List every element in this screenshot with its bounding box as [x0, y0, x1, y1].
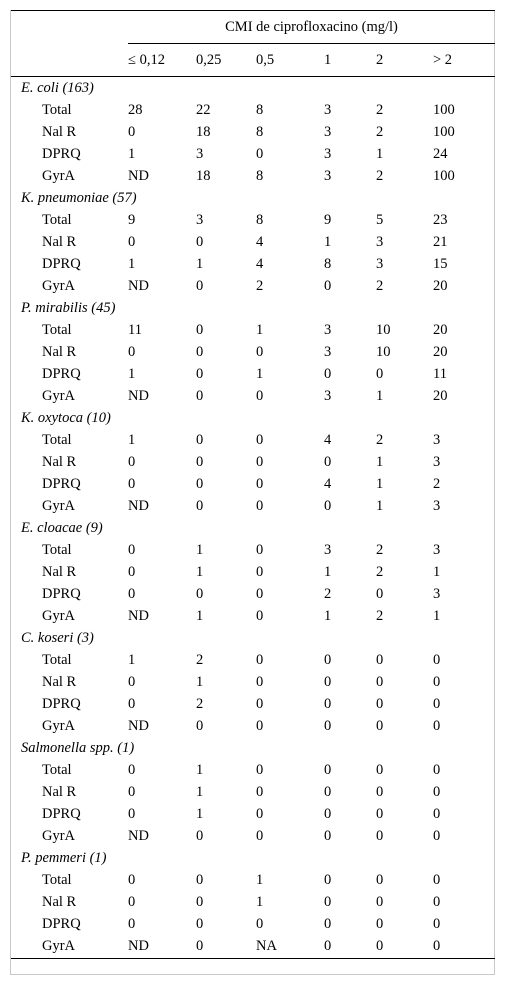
table-cell: 1 [196, 608, 204, 624]
table-cell: 1 [128, 146, 136, 162]
table-cell: 0 [376, 762, 384, 778]
group-label: P. mirabilis (45) [21, 300, 116, 316]
table-cell: 0 [128, 872, 136, 888]
table-cell: 0 [433, 916, 441, 932]
table-cell: 22 [196, 102, 211, 118]
row-label: GyrA [42, 718, 76, 734]
table-cell: 1 [256, 322, 264, 338]
table-cell: 1 [324, 608, 332, 624]
table-cell: ND [128, 168, 149, 184]
table-row [11, 803, 495, 825]
table-header [11, 11, 495, 77]
table-row [11, 363, 495, 385]
table-cell: 0 [376, 674, 384, 690]
table-cell: 0 [128, 674, 136, 690]
table-cell: 2 [196, 696, 204, 712]
table-cell: 20 [433, 388, 448, 404]
table-cell: 4 [324, 476, 332, 492]
table-cell: 0 [256, 784, 264, 800]
table-cell: 0 [376, 916, 384, 932]
table-cell: 0 [324, 806, 332, 822]
table-cell: 0 [324, 872, 332, 888]
table-cell: 0 [256, 586, 264, 602]
row-label: DPRQ [42, 256, 81, 272]
table-row [11, 759, 495, 781]
table-cell: 0 [376, 586, 384, 602]
table-cell: 11 [128, 322, 142, 338]
table-row [11, 715, 495, 737]
table-cell: 2 [376, 432, 384, 448]
table-cell: 0 [196, 916, 204, 932]
spanning-header-row [11, 12, 495, 44]
group-row [11, 737, 495, 759]
table-cell: 0 [196, 828, 204, 844]
table-row [11, 649, 495, 671]
table-row [11, 319, 495, 341]
table-row [11, 891, 495, 913]
table-cell: 18 [196, 124, 211, 140]
table-cell: 1 [196, 806, 204, 822]
table-cell: 1 [128, 366, 136, 382]
group-row [11, 627, 495, 649]
table-cell: 0 [256, 564, 264, 580]
table-cell: 2 [256, 278, 264, 294]
table-cell: 0 [196, 278, 204, 294]
table-cell: 1 [376, 388, 384, 404]
table-cell: 0 [256, 146, 264, 162]
row-label: Total [42, 432, 72, 448]
table-cell: 10 [376, 322, 391, 338]
row-label: DPRQ [42, 916, 81, 932]
row-label: Nal R [42, 234, 77, 250]
table-cell: 4 [256, 234, 264, 250]
table-cell: 1 [376, 476, 384, 492]
table-cell: 3 [324, 146, 332, 162]
table-cell: 0 [324, 784, 332, 800]
table-cell: 0 [128, 586, 136, 602]
row-label: Nal R [42, 344, 77, 360]
row-label: Nal R [42, 784, 77, 800]
table-cell: 2 [376, 168, 384, 184]
table-cell: 0 [256, 476, 264, 492]
table-cell: 0 [376, 696, 384, 712]
group-row [11, 407, 495, 429]
table-cell: 0 [433, 894, 441, 910]
row-label: GyrA [42, 388, 76, 404]
table-row [11, 473, 495, 495]
table-cell: 0 [433, 828, 441, 844]
table-cell: 0 [196, 938, 204, 954]
table-row [11, 583, 495, 605]
table-cell: 3 [324, 168, 332, 184]
table-cell: 0 [196, 454, 204, 470]
table-cell: 0 [196, 234, 204, 250]
table-cell: 1 [128, 432, 136, 448]
table-cell: 0 [196, 388, 204, 404]
table-cell: 0 [128, 234, 136, 250]
table-cell: 0 [433, 784, 441, 800]
table-cell: 4 [256, 256, 264, 272]
table-cell: 1 [196, 256, 204, 272]
table-cell: 0 [256, 696, 264, 712]
spanning-header: CMI de ciprofloxacino (mg/l) [225, 19, 398, 35]
group-label: E. coli (163) [21, 80, 94, 96]
row-label: GyrA [42, 828, 76, 844]
table-cell: 1 [324, 564, 332, 580]
table-cell: 1 [128, 256, 136, 272]
table-cell: 4 [324, 432, 332, 448]
table-cell: 1 [433, 564, 441, 580]
table-cell: 21 [433, 234, 448, 250]
table-cell: 3 [376, 256, 384, 272]
table-cell: 0 [256, 432, 264, 448]
column-header-row [11, 45, 495, 77]
table-row [11, 121, 495, 143]
table-cell: 15 [433, 256, 448, 272]
table-cell: 0 [433, 696, 441, 712]
table-cell: 1 [196, 564, 204, 580]
row-label: Nal R [42, 564, 77, 580]
table-cell: 0 [256, 388, 264, 404]
table-cell: 0 [433, 762, 441, 778]
table-cell: 28 [128, 102, 143, 118]
table-cell: 0 [324, 894, 332, 910]
table-cell: 0 [196, 718, 204, 734]
table-cell: 0 [196, 498, 204, 514]
table-row [11, 99, 495, 121]
table-cell: 0 [433, 872, 441, 888]
table-cell: 0 [256, 762, 264, 778]
table-cell: 23 [433, 212, 448, 228]
table-cell: 3 [324, 388, 332, 404]
table-row [11, 165, 495, 187]
table-cell: 1 [376, 454, 384, 470]
table-cell: 3 [433, 542, 441, 558]
table-cell: 100 [433, 124, 455, 140]
cmi-table [11, 10, 495, 959]
table-row [11, 231, 495, 253]
table-row [11, 385, 495, 407]
row-label: Total [42, 872, 72, 888]
table-cell: 0 [324, 652, 332, 668]
table-cell: 8 [256, 212, 264, 228]
table-row [11, 781, 495, 803]
row-label: Total [42, 762, 72, 778]
table-cell: 3 [433, 432, 441, 448]
table-cell: 3 [433, 586, 441, 602]
table-cell: 0 [256, 806, 264, 822]
table-cell: 0 [376, 718, 384, 734]
row-label: Nal R [42, 674, 77, 690]
table-cell: 0 [324, 366, 332, 382]
table-cell: 3 [196, 146, 204, 162]
row-label: Total [42, 102, 72, 118]
table-cell: ND [128, 608, 149, 624]
table-row [11, 913, 495, 935]
group-label: K. pneumoniae (57) [21, 190, 137, 206]
row-label: GyrA [42, 168, 76, 184]
table-cell: 3 [433, 454, 441, 470]
table-cell: 8 [256, 124, 264, 140]
table-cell: 0 [196, 432, 204, 448]
table-cell: 0 [196, 366, 204, 382]
group-row [11, 847, 495, 869]
column-header: 0,5 [256, 45, 324, 77]
table-cell: 0 [324, 916, 332, 932]
table-cell: 0 [324, 828, 332, 844]
table-cell: 0 [256, 498, 264, 514]
table-cell: 2 [376, 608, 384, 624]
table-cell: ND [128, 938, 149, 954]
table-cell: 0 [128, 894, 136, 910]
table-cell: 3 [324, 542, 332, 558]
table-cell: 0 [256, 542, 264, 558]
table-cell: 20 [433, 322, 448, 338]
table-cell: 2 [376, 542, 384, 558]
table-cell: 0 [256, 454, 264, 470]
table-cell: 100 [433, 168, 455, 184]
table-cell: 3 [324, 102, 332, 118]
table-row [11, 253, 495, 275]
table-cell: ND [128, 278, 149, 294]
table-cell: 10 [376, 344, 391, 360]
table-cell: 2 [196, 652, 204, 668]
table-cell: 0 [128, 806, 136, 822]
table-cell: 0 [324, 938, 332, 954]
table-cell: 0 [324, 498, 332, 514]
stub-header [11, 12, 128, 44]
row-label: Total [42, 322, 72, 338]
table-row [11, 143, 495, 165]
row-label: DPRQ [42, 146, 81, 162]
table-cell: 0 [128, 762, 136, 778]
table-cell: 3 [324, 344, 332, 360]
table-cell: 3 [324, 124, 332, 140]
table-cell: 2 [376, 102, 384, 118]
table-cell: 0 [324, 674, 332, 690]
row-label: DPRQ [42, 476, 81, 492]
row-label: DPRQ [42, 696, 81, 712]
table-cell: ND [128, 498, 149, 514]
row-label: GyrA [42, 608, 76, 624]
table-cell: 1 [196, 542, 204, 558]
table-cell: 0 [256, 916, 264, 932]
table-cell: 0 [196, 322, 204, 338]
table-cell: 0 [128, 564, 136, 580]
table-cell: 3 [376, 234, 384, 250]
table-row [11, 341, 495, 363]
row-label: GyrA [42, 938, 76, 954]
row-label: DPRQ [42, 806, 81, 822]
table-cell: 0 [376, 366, 384, 382]
table-cell: 1 [433, 608, 441, 624]
group-label: K. oxytoca (10) [21, 410, 111, 426]
table-row [11, 495, 495, 517]
table-row [11, 429, 495, 451]
table-cell: 20 [433, 278, 448, 294]
table-cell: ND [128, 718, 149, 734]
row-label: DPRQ [42, 366, 81, 382]
table-cell: 0 [128, 542, 136, 558]
table-body [11, 77, 495, 959]
table-cell: 0 [324, 696, 332, 712]
table-cell: 24 [433, 146, 448, 162]
row-label: Total [42, 212, 72, 228]
table-cell: 0 [433, 938, 441, 954]
table-cell: 0 [433, 674, 441, 690]
group-row [11, 77, 495, 100]
bottom-rule [11, 957, 495, 959]
column-header: 2 [376, 45, 433, 77]
table-cell: 0 [376, 872, 384, 888]
table-cell: 11 [433, 366, 447, 382]
table-cell: 0 [376, 652, 384, 668]
table-cell: 0 [324, 762, 332, 778]
table-cell: 8 [324, 256, 332, 272]
table-cell: ND [128, 388, 149, 404]
table-row [11, 825, 495, 847]
stub-column-header [11, 45, 128, 77]
row-label: Total [42, 652, 72, 668]
table-cell: 0 [128, 454, 136, 470]
table-cell: 1 [128, 652, 136, 668]
table-row [11, 561, 495, 583]
table-cell: 18 [196, 168, 211, 184]
table-cell: 1 [196, 784, 204, 800]
row-label: Nal R [42, 454, 77, 470]
table-cell: 3 [324, 322, 332, 338]
table-cell: 0 [433, 718, 441, 734]
table-row [11, 539, 495, 561]
table-cell: 8 [256, 168, 264, 184]
table-cell: 0 [256, 608, 264, 624]
table-cell: 0 [256, 344, 264, 360]
table-cell: 0 [324, 278, 332, 294]
table-cell: 0 [128, 476, 136, 492]
column-header: > 2 [433, 45, 495, 77]
row-label: GyrA [42, 498, 76, 514]
table-cell: 0 [324, 718, 332, 734]
group-label: Salmonella spp. (1) [21, 740, 135, 756]
table-cell: 0 [196, 476, 204, 492]
table-cell: 0 [376, 806, 384, 822]
table-cell: 0 [196, 586, 204, 602]
table-row [11, 935, 495, 957]
table-cell: 8 [256, 102, 264, 118]
table-cell: 0 [376, 828, 384, 844]
table-cell: 2 [376, 278, 384, 294]
table-cell: 3 [196, 212, 204, 228]
group-row [11, 187, 495, 209]
table-cell: 0 [433, 806, 441, 822]
table-row [11, 693, 495, 715]
table-cell: 1 [324, 234, 332, 250]
table-row [11, 209, 495, 231]
row-label: GyrA [42, 278, 76, 294]
row-label: DPRQ [42, 586, 81, 602]
table-cell: 100 [433, 102, 455, 118]
table-cell: 2 [433, 476, 441, 492]
table-cell: 9 [324, 212, 332, 228]
table-cell: 0 [128, 916, 136, 932]
row-label: Nal R [42, 124, 77, 140]
table-cell: 0 [256, 718, 264, 734]
table-cell: 1 [256, 366, 264, 382]
table-cell: 1 [256, 872, 264, 888]
group-label: P. pemmeri (1) [21, 850, 107, 866]
table-cell: 0 [256, 828, 264, 844]
table-cell: 0 [128, 696, 136, 712]
table-row [11, 671, 495, 693]
table-cell: 1 [376, 146, 384, 162]
table-cell: 0 [433, 652, 441, 668]
table-cell: 2 [376, 124, 384, 140]
table-cell: 0 [128, 344, 136, 360]
table-cell: 0 [324, 454, 332, 470]
column-header: 0,25 [196, 45, 256, 77]
table-cell: 9 [128, 212, 136, 228]
table-cell: NA [256, 938, 277, 954]
group-label: E. cloacae (9) [21, 520, 103, 536]
table-row [11, 451, 495, 473]
table-row [11, 275, 495, 297]
table-cell: 1 [196, 762, 204, 778]
table-row [11, 605, 495, 627]
table-cell: 0 [256, 674, 264, 690]
table-cell: 2 [376, 564, 384, 580]
table-cell: 0 [376, 938, 384, 954]
table-cell: 1 [376, 498, 384, 514]
table-cell: 3 [433, 498, 441, 514]
table-cell: 0 [376, 894, 384, 910]
column-header: 1 [324, 45, 376, 77]
table-cell: 2 [324, 586, 332, 602]
table-cell: 1 [196, 674, 204, 690]
group-row [11, 517, 495, 539]
table-cell: ND [128, 828, 149, 844]
row-label: Total [42, 542, 72, 558]
table-cell: 0 [128, 124, 136, 140]
table-cell: 0 [196, 344, 204, 360]
table-cell: 1 [256, 894, 264, 910]
group-label: C. koseri (3) [21, 630, 94, 646]
table-cell: 0 [196, 872, 204, 888]
table-cell: 0 [256, 652, 264, 668]
table-cell: 0 [376, 784, 384, 800]
group-row [11, 297, 495, 319]
table-cell: 5 [376, 212, 384, 228]
table-row [11, 869, 495, 891]
column-header: ≤ 0,12 [128, 45, 196, 77]
table-cell: 0 [196, 894, 204, 910]
table-cell: 20 [433, 344, 448, 360]
row-label: Nal R [42, 894, 77, 910]
table-cell: 0 [128, 784, 136, 800]
